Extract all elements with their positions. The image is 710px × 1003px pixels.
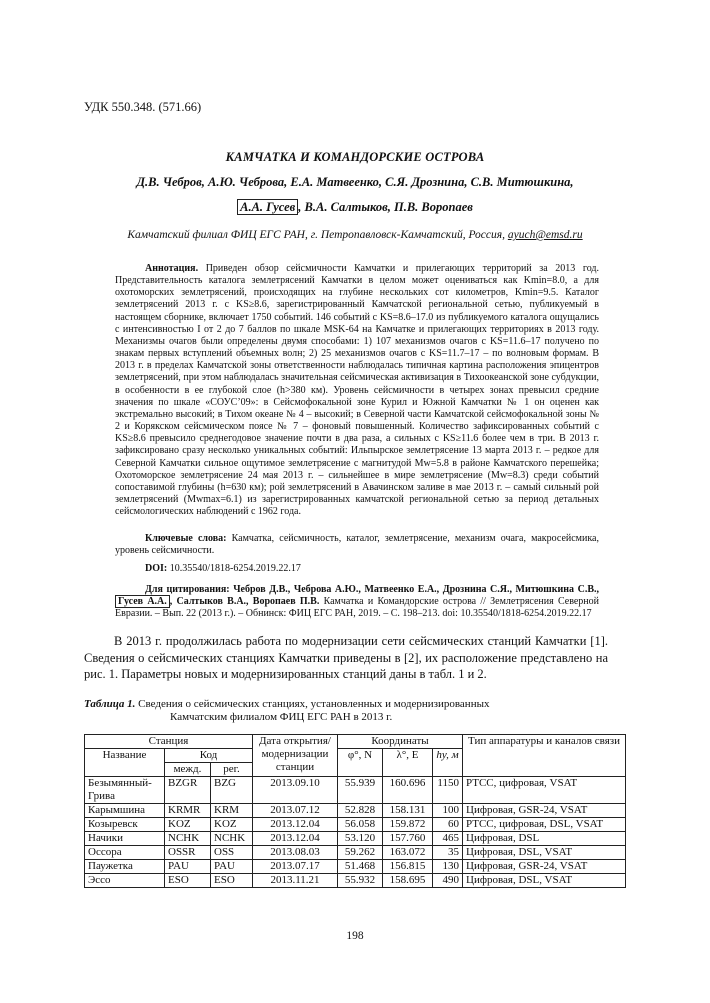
cell-type: Цифровая, GSR-24, VSAT	[463, 804, 626, 818]
cell-name: Безымянный-Грива	[85, 777, 165, 804]
cell-date: 2013.12.04	[253, 832, 338, 846]
table-row	[85, 874, 626, 888]
doi-value[interactable]: 10.35540/1818-6254.2019.22.17	[169, 563, 301, 574]
cell-lon: 158.131	[383, 804, 433, 818]
cell-height: 35	[433, 846, 463, 860]
abstract	[115, 263, 599, 518]
authors-line-1: Д.В. Чебров, А.Ю. Чеброва, Е.А. Матвеенко, С.Я. Дрознина, С.В. Митюшкина,	[136, 175, 574, 189]
affiliation-text: Камчатский филиал ФИЦ ЕГС РАН, г. Петропавловск-Камчатский, Россия,	[127, 229, 508, 241]
authors-line-2	[0, 200, 710, 215]
header-lon: λ°, E	[383, 749, 433, 777]
citation-label: Для цитирования:	[145, 584, 230, 595]
cell-reg: OSS	[211, 846, 253, 860]
cell-date: 2013.12.04	[253, 818, 338, 832]
cell-date: 2013.07.17	[253, 860, 338, 874]
cell-name: Козыревск	[85, 818, 165, 832]
cell-type: РТСС, цифровая, DSL, VSAT	[463, 818, 626, 832]
cell-date: 2013.08.03	[253, 846, 338, 860]
cell-name: Паужетка	[85, 860, 165, 874]
authors-line-2-rest: , В.А. Салтыков, П.В. Воропаев	[298, 200, 473, 214]
header-code: Код	[165, 749, 253, 763]
cell-reg: BZG	[211, 777, 253, 804]
cell-date: 2013.11.21	[253, 874, 338, 888]
citation	[115, 584, 599, 620]
cell-lat: 55.932	[338, 874, 383, 888]
citation-text: Камчатка и Командорские острова // Землетрясения Северной Евразии. – Вып. 22 (2013 г.). – Обнинск: ФИЦ ЕГС РАН, 2019. – С. 198–213. doi: 10.35540/1818-6254.2019.22.17	[115, 596, 600, 620]
cell-type: РТСС, цифровая, VSAT	[463, 777, 626, 804]
abstract-text: Приведен обзор сейсмичности Камчатки и прилегающих территорий за 2013 год. Представительность каталога землетрясений Камчатки в целом может оцениваться как Kmin=8.0, а для охотоморских землетрясений, происходящих на глубине нескольких сот километров, Kmin=9.5. Каталог землетрясений 2013 г. с KS≥8.6, зарегистрированный Камчатской региональной сетью, публикуемый в настоящем сборнике, включает 1750 событий. 146 событий с KS=8.6–17.0 из публикуемого каталога ощущались с интенсивностью I от 2 до 7 баллов по шкале MSK-64 на Камчатке и прилегающих территориях в 2013 году. Механизмы очагов были определены двумя способами: 1) 107 механизмов очагов с KS=11.6–17 получено по знакам первых вступлений объемных волн; 2) 25 механизмов очагов с KS=11.7–17 – по волновым формам. В 2013 г. в пределах Камчатской зоны ответственности наблюдалась типичная картина расположения эпицентров землетрясений, при этом наблюдалась значительная сейсмическая активизация в Тихоокеанской зоне субдукции, в особенности в ее глубокой слое (h>380 км). Уровень сейсмичности в четырех зонах превысил средние значения по шкале «СОУС’09»: в Сейсмофокальной зоне Курил и Южной Камчатки № 1 он оценен как экстремально высокий; в Тихом океане № 4 – высокий; в Северной части Камчатской сейсмофокальной зоны № 2 и Корякском сейсмическом поясе № 7 – фоновый повышенный. Количество зафиксированных событий с KS≥8.6 превысило среднегодовое значение почти в два раза, а сильных с KS≥11.6 более чем в три. В 2013 г. зафиксировано сразу несколько уникальных событий: Ильпырское землетрясение 13 марта 2013 г. – редкое для Северной Камчатки сильное ощутимое землетрясение с магнитудой Mw=5.8 в районе Камчатского перешейка; Охотоморское землетрясение 24 мая 2013 г. – сильнейшее в мире землетрясение (Mw=8.3) среди событий сопоставимой глубины (h=630 км); рой землетрясений в Авачинском заливе в мае 2013 г. – самый сильный рой землетрясений (Mwmax=6.1) из зарегистрированных камчатской региональной сетью за период детальных сейсмологических наблюдений с 1962 года.	[115, 263, 600, 518]
cell-type: Цифровая, DSL, VSAT	[463, 846, 626, 860]
doi-label: DOI:	[145, 563, 168, 574]
cell-date: 2013.07.12	[253, 804, 338, 818]
affiliation	[0, 229, 710, 241]
cell-reg: PAU	[211, 860, 253, 874]
cell-lat: 55.939	[338, 777, 383, 804]
header-date: Дата открытия/ модернизации станции	[253, 735, 338, 777]
cell-height: 100	[433, 804, 463, 818]
cell-lat: 52.828	[338, 804, 383, 818]
email-link[interactable]: ayuch@emsd.ru	[507, 229, 583, 241]
header-name: Название	[85, 749, 165, 777]
table-row	[85, 832, 626, 846]
cell-reg: KRM	[211, 804, 253, 818]
article-title: КАМЧАТКА И КОМАНДОРСКИЕ ОСТРОВА	[225, 150, 485, 164]
citation-authors-a: Чебров Д.В., Чеброва А.Ю., Матвеенко Е.А., Дрознина С.Я., Митюшкина С.В.,	[233, 584, 599, 595]
table-row	[85, 804, 626, 818]
cell-lat: 51.468	[338, 860, 383, 874]
header-station: Станция	[85, 735, 253, 749]
cell-lon: 159.872	[383, 818, 433, 832]
cell-height: 130	[433, 860, 463, 874]
table-caption-label: Таблица 1.	[84, 698, 136, 710]
cell-lon: 157.760	[383, 832, 433, 846]
header-height: hy, м	[433, 749, 463, 777]
stations-table	[84, 734, 626, 888]
page-number: 198	[346, 930, 364, 942]
cell-int: KOZ	[165, 818, 211, 832]
cell-int: ESO	[165, 874, 211, 888]
cell-type: Цифровая, GSR-24, VSAT	[463, 860, 626, 874]
keywords-text: Камчатка, сейсмичность, каталог, землетрясение, механизм очага, макросейсмика, уровень сейсмичности.	[115, 533, 599, 557]
cell-lat: 53.120	[338, 832, 383, 846]
cell-height: 60	[433, 818, 463, 832]
udk-code: УДК 550.348. (571.66)	[84, 100, 202, 114]
cell-int: KRMR	[165, 804, 211, 818]
table-row	[85, 777, 626, 804]
table-row	[85, 818, 626, 832]
table-row	[85, 846, 626, 860]
citation-highlighted-author: Гусев А.А.	[115, 595, 170, 608]
cell-reg: NCHK	[211, 832, 253, 846]
cell-lon: 156.815	[383, 860, 433, 874]
cell-lon: 160.696	[383, 777, 433, 804]
header-lat: φ°, N	[338, 749, 383, 777]
cell-reg: KOZ	[211, 818, 253, 832]
cell-height: 490	[433, 874, 463, 888]
highlighted-author: А.А. Гусев	[237, 199, 298, 215]
doi	[145, 563, 301, 574]
header-coords: Координаты	[338, 735, 463, 749]
cell-name: Карымшина	[85, 804, 165, 818]
cell-lon: 163.072	[383, 846, 433, 860]
keywords	[115, 533, 599, 557]
cell-reg: ESO	[211, 874, 253, 888]
cell-lat: 56.058	[338, 818, 383, 832]
cell-type: Цифровая, DSL, VSAT	[463, 874, 626, 888]
table-row	[85, 860, 626, 874]
cell-lon: 158.695	[383, 874, 433, 888]
cell-lat: 59.262	[338, 846, 383, 860]
table-caption-line-1: Сведения о сейсмических станциях, установленных и модернизированных	[138, 698, 490, 710]
cell-name: Оссора	[85, 846, 165, 860]
cell-height: 465	[433, 832, 463, 846]
keywords-label: Ключевые слова:	[145, 533, 227, 544]
table-caption-line-2: Камчатским филиалом ФИЦ ЕГС РАН в 2013 г.	[170, 711, 393, 723]
header-type: Тип аппаратуры и каналов связи	[463, 735, 626, 777]
cell-int: NCHK	[165, 832, 211, 846]
cell-type: Цифровая, DSL	[463, 832, 626, 846]
abstract-label: Аннотация.	[145, 263, 199, 274]
cell-date: 2013.09.10	[253, 777, 338, 804]
cell-int: PAU	[165, 860, 211, 874]
cell-int: BZGR	[165, 777, 211, 804]
header-code-int: межд.	[165, 763, 211, 777]
cell-name: Эссо	[85, 874, 165, 888]
cell-height: 1150	[433, 777, 463, 804]
table-caption	[84, 698, 624, 724]
citation-authors-b: , Салтыков В.А., Воропаев П.В.	[169, 596, 320, 608]
body-paragraph: В 2013 г. продолжилась работа по модернизации сети сейсмических станций Камчатки [1]. Сведения о сейсмических станциях Камчатки приведены в [2], их расположение представлено на рис. 1. Параметры новых и модернизированных станций даны в табл. 1 и 2.	[84, 634, 608, 681]
header-code-reg: рег.	[211, 763, 253, 777]
cell-name: Начики	[85, 832, 165, 846]
cell-int: OSSR	[165, 846, 211, 860]
